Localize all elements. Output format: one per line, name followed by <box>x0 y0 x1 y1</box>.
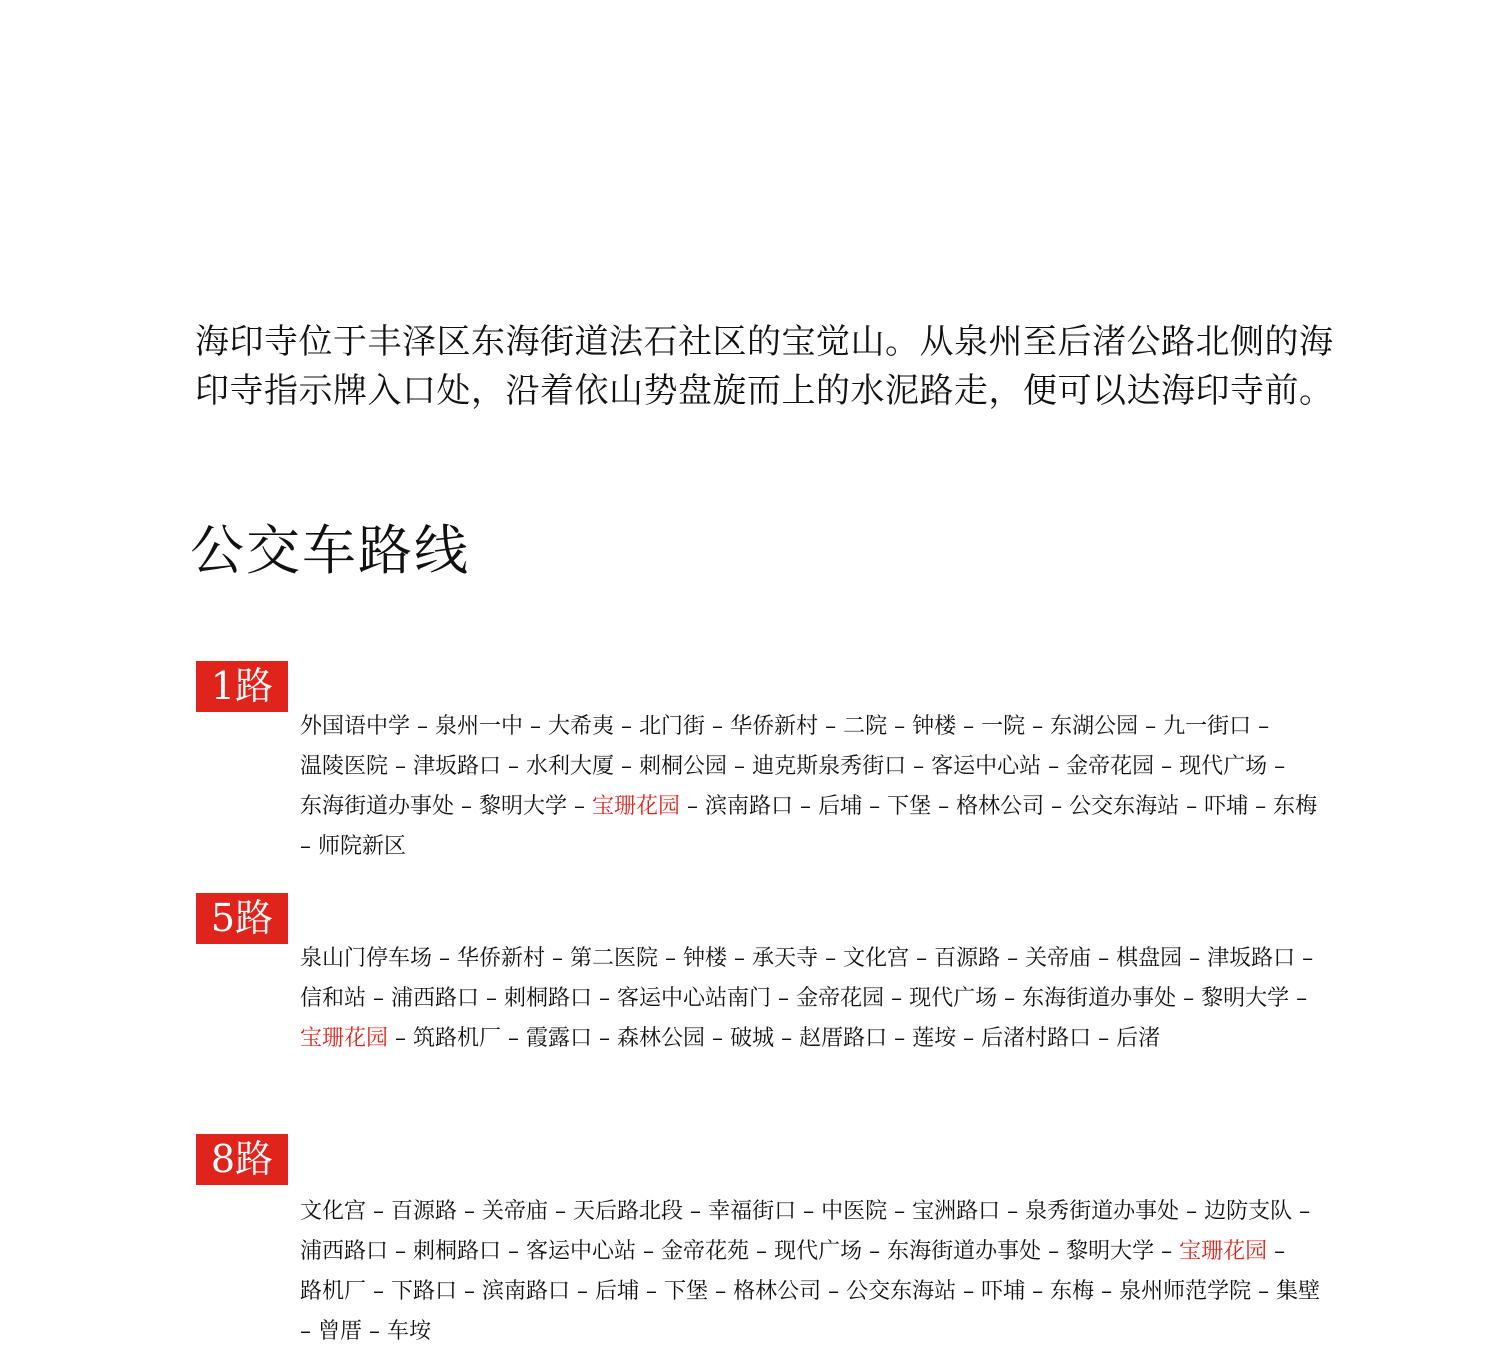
stop-name: 后埔 <box>595 1279 640 1304</box>
stop-name: 客运中心站南门 <box>617 986 772 1011</box>
stop-name: 泉山门停车场 <box>300 946 433 971</box>
stop-name: 泉州一中 <box>435 714 524 739</box>
stop-name: 华侨新村 <box>730 714 819 739</box>
stop-name: 黎明大学 <box>1066 1239 1155 1264</box>
stop-name: 水利大厦 <box>526 754 615 779</box>
stop-name: 黎明大学 <box>1201 986 1290 1011</box>
stop-name: 津坂路口 <box>1207 946 1296 971</box>
stop-name: 车垵 <box>387 1319 432 1344</box>
stop-name: 破城 <box>730 1026 775 1051</box>
stop-name: 东海街道办事处 <box>887 1239 1042 1264</box>
stop-name: 客运中心站 <box>526 1239 637 1264</box>
stop-name: 东湖公园 <box>1050 714 1139 739</box>
stop-name: 宝珊花园 <box>592 794 681 819</box>
stop-name: 棋盘园 <box>1116 946 1183 971</box>
stop-name: 外国语中学 <box>300 714 411 739</box>
stop-name: 公交东海站 <box>846 1279 957 1304</box>
stop-name: 承天寺 <box>752 946 819 971</box>
stop-name: 后渚村路口 <box>981 1026 1092 1051</box>
stop-name: 下堡 <box>887 794 932 819</box>
stop-name: 现代广场 <box>1179 754 1268 779</box>
stop-name: 滨南路口 <box>705 794 794 819</box>
stop-name: 下堡 <box>664 1279 709 1304</box>
stop-name: 曾厝 <box>318 1319 363 1344</box>
stop-name: 东海街道办事处 <box>1022 986 1177 1011</box>
section-title: 公交车路线 <box>190 519 470 582</box>
stop-name: 天后路北段 <box>573 1199 684 1224</box>
stop-name: 公交东海站 <box>1069 794 1180 819</box>
stop-name: 霞露口 <box>526 1026 593 1051</box>
stop-name: 信和站 <box>300 986 367 1011</box>
stop-name: 第二医院 <box>570 946 659 971</box>
stop-name: 文化宫 <box>300 1199 367 1224</box>
stop-name: 金帝花园 <box>1066 754 1155 779</box>
stop-name: 宝珊花园 <box>1179 1239 1268 1264</box>
stop-name: 边防支队 <box>1204 1199 1293 1224</box>
stop-name: 津坂路口 <box>413 754 502 779</box>
stop-name: 格林公司 <box>956 794 1045 819</box>
stop-name: 下路口 <box>391 1279 458 1304</box>
stop-name: 集壁 <box>1276 1279 1321 1304</box>
stop-name: 后埔 <box>818 794 863 819</box>
stop-name: 幸福街口 <box>708 1199 797 1224</box>
stop-name: 百源路 <box>934 946 1001 971</box>
stop-name: 客运中心站 <box>931 754 1042 779</box>
stop-name: 格林公司 <box>733 1279 822 1304</box>
stop-name: 钟楼 <box>683 946 728 971</box>
stop-name: 后渚 <box>1116 1026 1161 1051</box>
stop-name: 师院新区 <box>318 834 407 859</box>
stop-name: 北门街 <box>639 714 706 739</box>
stop-name: 黎明大学 <box>479 794 568 819</box>
stop-name: 宝洲路口 <box>912 1199 1001 1224</box>
stop-name: 大希夷 <box>548 714 615 739</box>
stop-name: 金帝花苑 <box>661 1239 750 1264</box>
stop-name: 金帝花园 <box>796 986 885 1011</box>
stop-name: 二院 <box>843 714 888 739</box>
stop-name: 泉州师范学院 <box>1119 1279 1252 1304</box>
stop-name: 路机厂 <box>300 1279 367 1304</box>
stop-name: 现代广场 <box>909 986 998 1011</box>
route-stops-5: 泉山门停车场 – 华侨新村 – 第二医院 – 钟楼 – 承天寺 – 文化宫 – 百源路 – 关帝庙 – 棋盘园 – 津坂路口 – 信和站 – 浦西路口 – 刺桐路口 – 客运中心站南门 – 金帝花园 – 现代广场 – 东海街道办事处 – 黎明大学 – 宝珊花园 – 筑路机厂 – 霞露口 – 森林公园 – 破城 – 赵厝路口 – 莲垵 – 后渚村路口 – 后渚 <box>300 946 1314 1051</box>
stop-name: 森林公园 <box>617 1026 706 1051</box>
route-stops-1: 外国语中学 – 泉州一中 – 大希夷 – 北门街 – 华侨新村 – 二院 – 钟楼 – 一院 – 东湖公园 – 九一街口 – 温陵医院 – 津坂路口 – 水利大厦 – 刺桐公园 – 迪克斯泉秀街口 – 客运中心站 – 金帝花园 – 现代广场 – 东海街道办事处 – 黎明大学 – 宝珊花园 – 滨南路口 – 后埔 – 下堡 – 格林公司 – 公交东海站 – 吓埔 – 东梅 – 师院新区 <box>300 714 1318 859</box>
stop-name: 百源路 <box>391 1199 458 1224</box>
stop-name: 莲垵 <box>912 1026 957 1051</box>
stop-name: 迪克斯泉秀街口 <box>752 754 907 779</box>
stop-name: 文化宫 <box>843 946 910 971</box>
stop-name: 浦西路口 <box>391 986 480 1011</box>
stop-name: 刺桐路口 <box>413 1239 502 1264</box>
stop-name: 赵厝路口 <box>799 1026 888 1051</box>
stop-name: 一院 <box>981 714 1026 739</box>
stop-name: 九一街口 <box>1163 714 1252 739</box>
intro-paragraph: 海印寺位于丰泽区东海街道法石社区的宝觉山。从泉州至后渚公路北侧的海印寺指示牌入口处，沿着依山势盘旋而上的水泥路走，便可以达海印寺前。 <box>195 322 1334 411</box>
stop-name: 吓埔 <box>1204 794 1249 819</box>
stop-name: 筑路机厂 <box>413 1026 502 1051</box>
stop-name: 宝珊花园 <box>300 1026 389 1051</box>
stop-name: 刺桐公园 <box>639 754 728 779</box>
stop-name: 钟楼 <box>912 714 957 739</box>
stop-name: 东梅 <box>1273 794 1318 819</box>
stop-name: 刺桐路口 <box>504 986 593 1011</box>
stop-name: 中医院 <box>821 1199 888 1224</box>
stop-name: 吓埔 <box>981 1279 1026 1304</box>
stop-name: 滨南路口 <box>482 1279 571 1304</box>
route-badge-8: 8路 <box>196 1134 288 1185</box>
route-stops-8: 文化宫 – 百源路 – 关帝庙 – 天后路北段 – 幸福街口 – 中医院 – 宝洲路口 – 泉秀街道办事处 – 边防支队 – 浦西路口 – 刺桐路口 – 客运中心站 – 金帝花苑 – 现代广场 – 东海街道办事处 – 黎明大学 – 宝珊花园 – 路机厂 – 下路口 – 滨南路口 – 后埔 – 下堡 – 格林公司 – 公交东海站 – 吓埔 – 东梅 – 泉州师范学院 – 集壁 – 曾厝 – 车垵 <box>300 1199 1321 1344</box>
route-badge-5: 5路 <box>196 893 288 944</box>
stop-name: 关帝庙 <box>1025 946 1092 971</box>
stop-name: 华侨新村 <box>457 946 546 971</box>
stop-name: 浦西路口 <box>300 1239 389 1264</box>
route-badge-1: 1路 <box>196 661 288 712</box>
stop-name: 关帝庙 <box>482 1199 549 1224</box>
stop-name: 东海街道办事处 <box>300 794 455 819</box>
stop-name: 泉秀街道办事处 <box>1025 1199 1180 1224</box>
stop-name: 温陵医院 <box>300 754 389 779</box>
stop-name: 东梅 <box>1050 1279 1095 1304</box>
stop-name: 现代广场 <box>774 1239 863 1264</box>
